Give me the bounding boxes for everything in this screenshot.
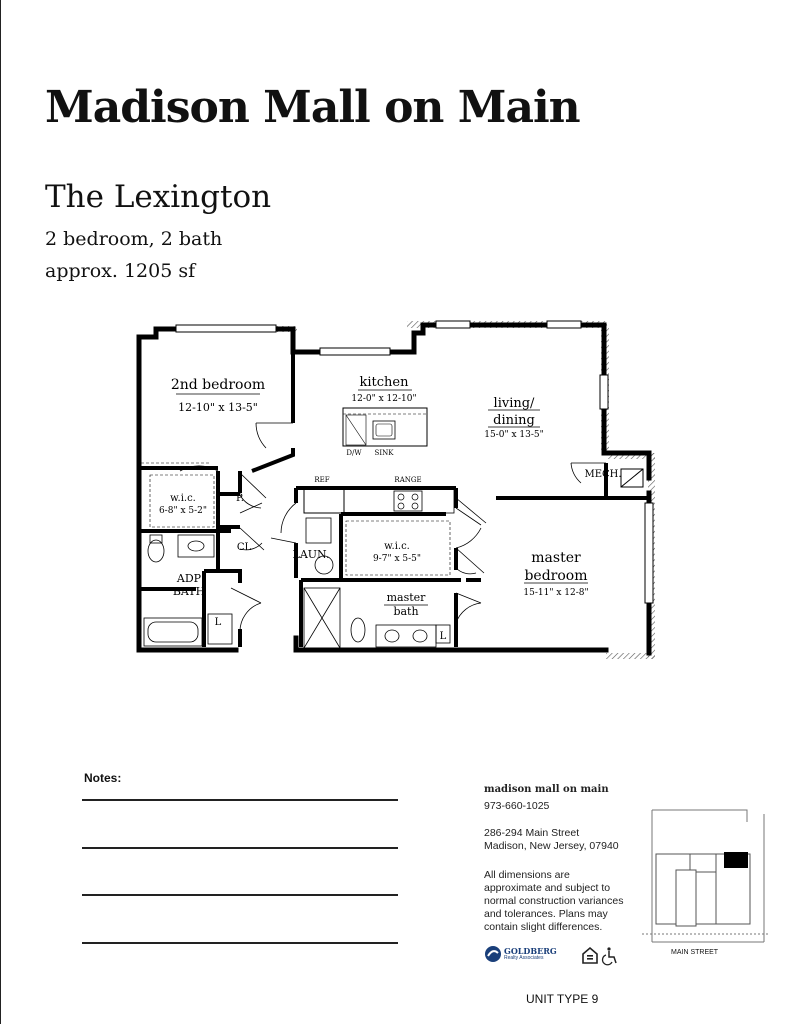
equal-housing-accessibility-icons [581, 946, 623, 966]
room-label-wic2: w.i.c. [384, 541, 410, 552]
disclaimer-line: normal construction variances [484, 895, 624, 907]
room-label-adp: ADP [176, 572, 202, 585]
room-label-pantry: P. [236, 493, 244, 504]
notes-label: Notes: [84, 771, 122, 785]
appliance-label-dw: D/W [346, 449, 362, 457]
goldberg-swirl-icon [484, 945, 502, 963]
room-label-dining: dining [493, 413, 535, 428]
appliance-label-range: RANGE [394, 476, 422, 484]
room-label-laundry: LAUN. [292, 548, 330, 561]
room-label-closet: CL [236, 542, 252, 553]
appliance-label-ref: REF [314, 476, 330, 484]
site-plan-unit-highlight [724, 852, 748, 868]
page-title: Madison Mall on Main [45, 82, 580, 133]
site-plan [632, 804, 770, 944]
room-label-living: living/ [493, 396, 535, 411]
room-dims-wic2: 9-7" x 5-5" [372, 554, 422, 564]
equal-housing-icon [583, 948, 597, 963]
note-line [82, 799, 398, 801]
room-label-wic1: w.i.c. [170, 493, 196, 504]
goldberg-logo-text: GOLDBERG [504, 946, 557, 956]
appliance-label-sink: SINK [374, 449, 394, 457]
unit-name: The Lexington [45, 179, 272, 215]
disclaimer-line: approximate and subject to [484, 882, 611, 894]
room-dims-kitchen: 12-0" x 12-10" [351, 394, 417, 404]
room-label-master-bath: master [386, 591, 426, 604]
room-dims-master: 15-11" x 12-8" [523, 588, 589, 598]
kitchen-counter [304, 489, 454, 513]
mech-closet [621, 469, 643, 487]
room-label-master-bedroom: bedroom [524, 568, 588, 584]
room-label-bedroom2: 2nd bedroom [170, 377, 266, 393]
floor-plan [136, 303, 660, 665]
disclaimer-line: contain slight differences. [484, 921, 603, 933]
room-label-kitchen: kitchen [359, 375, 409, 390]
contact-phone: 973-660-1025 [484, 800, 550, 812]
room-label-master: master [531, 550, 581, 566]
contact-address-line2: Madison, New Jersey, 07940 [484, 840, 619, 852]
note-line [82, 894, 398, 896]
unit-bed-bath: 2 bedroom, 2 bath [45, 228, 223, 250]
goldberg-logo-subtext: Realty Associates [504, 955, 544, 961]
room-label-linen-2: L [439, 631, 447, 642]
contact-address-line1: 286-294 Main Street [484, 827, 580, 839]
room-label-adp-bath: BATH [172, 585, 206, 598]
unit-type-label: UNIT TYPE 9 [526, 992, 599, 1006]
kitchen-island [343, 408, 427, 446]
note-line [82, 847, 398, 849]
room-dims-wic1: 6-8" x 5-2" [158, 506, 208, 516]
accessibility-icon [603, 947, 616, 964]
street-label: MAIN STREET [671, 949, 719, 956]
room-dims-living: 15-0" x 13-5" [484, 430, 544, 440]
note-line [82, 942, 398, 944]
room-label-linen-1: L [214, 617, 222, 628]
goldberg-logo [484, 945, 557, 963]
contact-name: madison mall on main [484, 784, 609, 795]
disclaimer-line: and tolerances. Plans may [484, 908, 608, 920]
page-edge [0, 0, 1, 1024]
disclaimer-line: All dimensions are [484, 869, 570, 881]
room-label-mech: MECH. [584, 469, 622, 480]
laundry-machines [306, 518, 333, 574]
room-label-master-bath-2: bath [393, 605, 419, 618]
unit-square-footage: approx. 1205 sf [45, 260, 196, 282]
room-dims-bedroom2: 12-10" x 13-5" [178, 401, 258, 414]
